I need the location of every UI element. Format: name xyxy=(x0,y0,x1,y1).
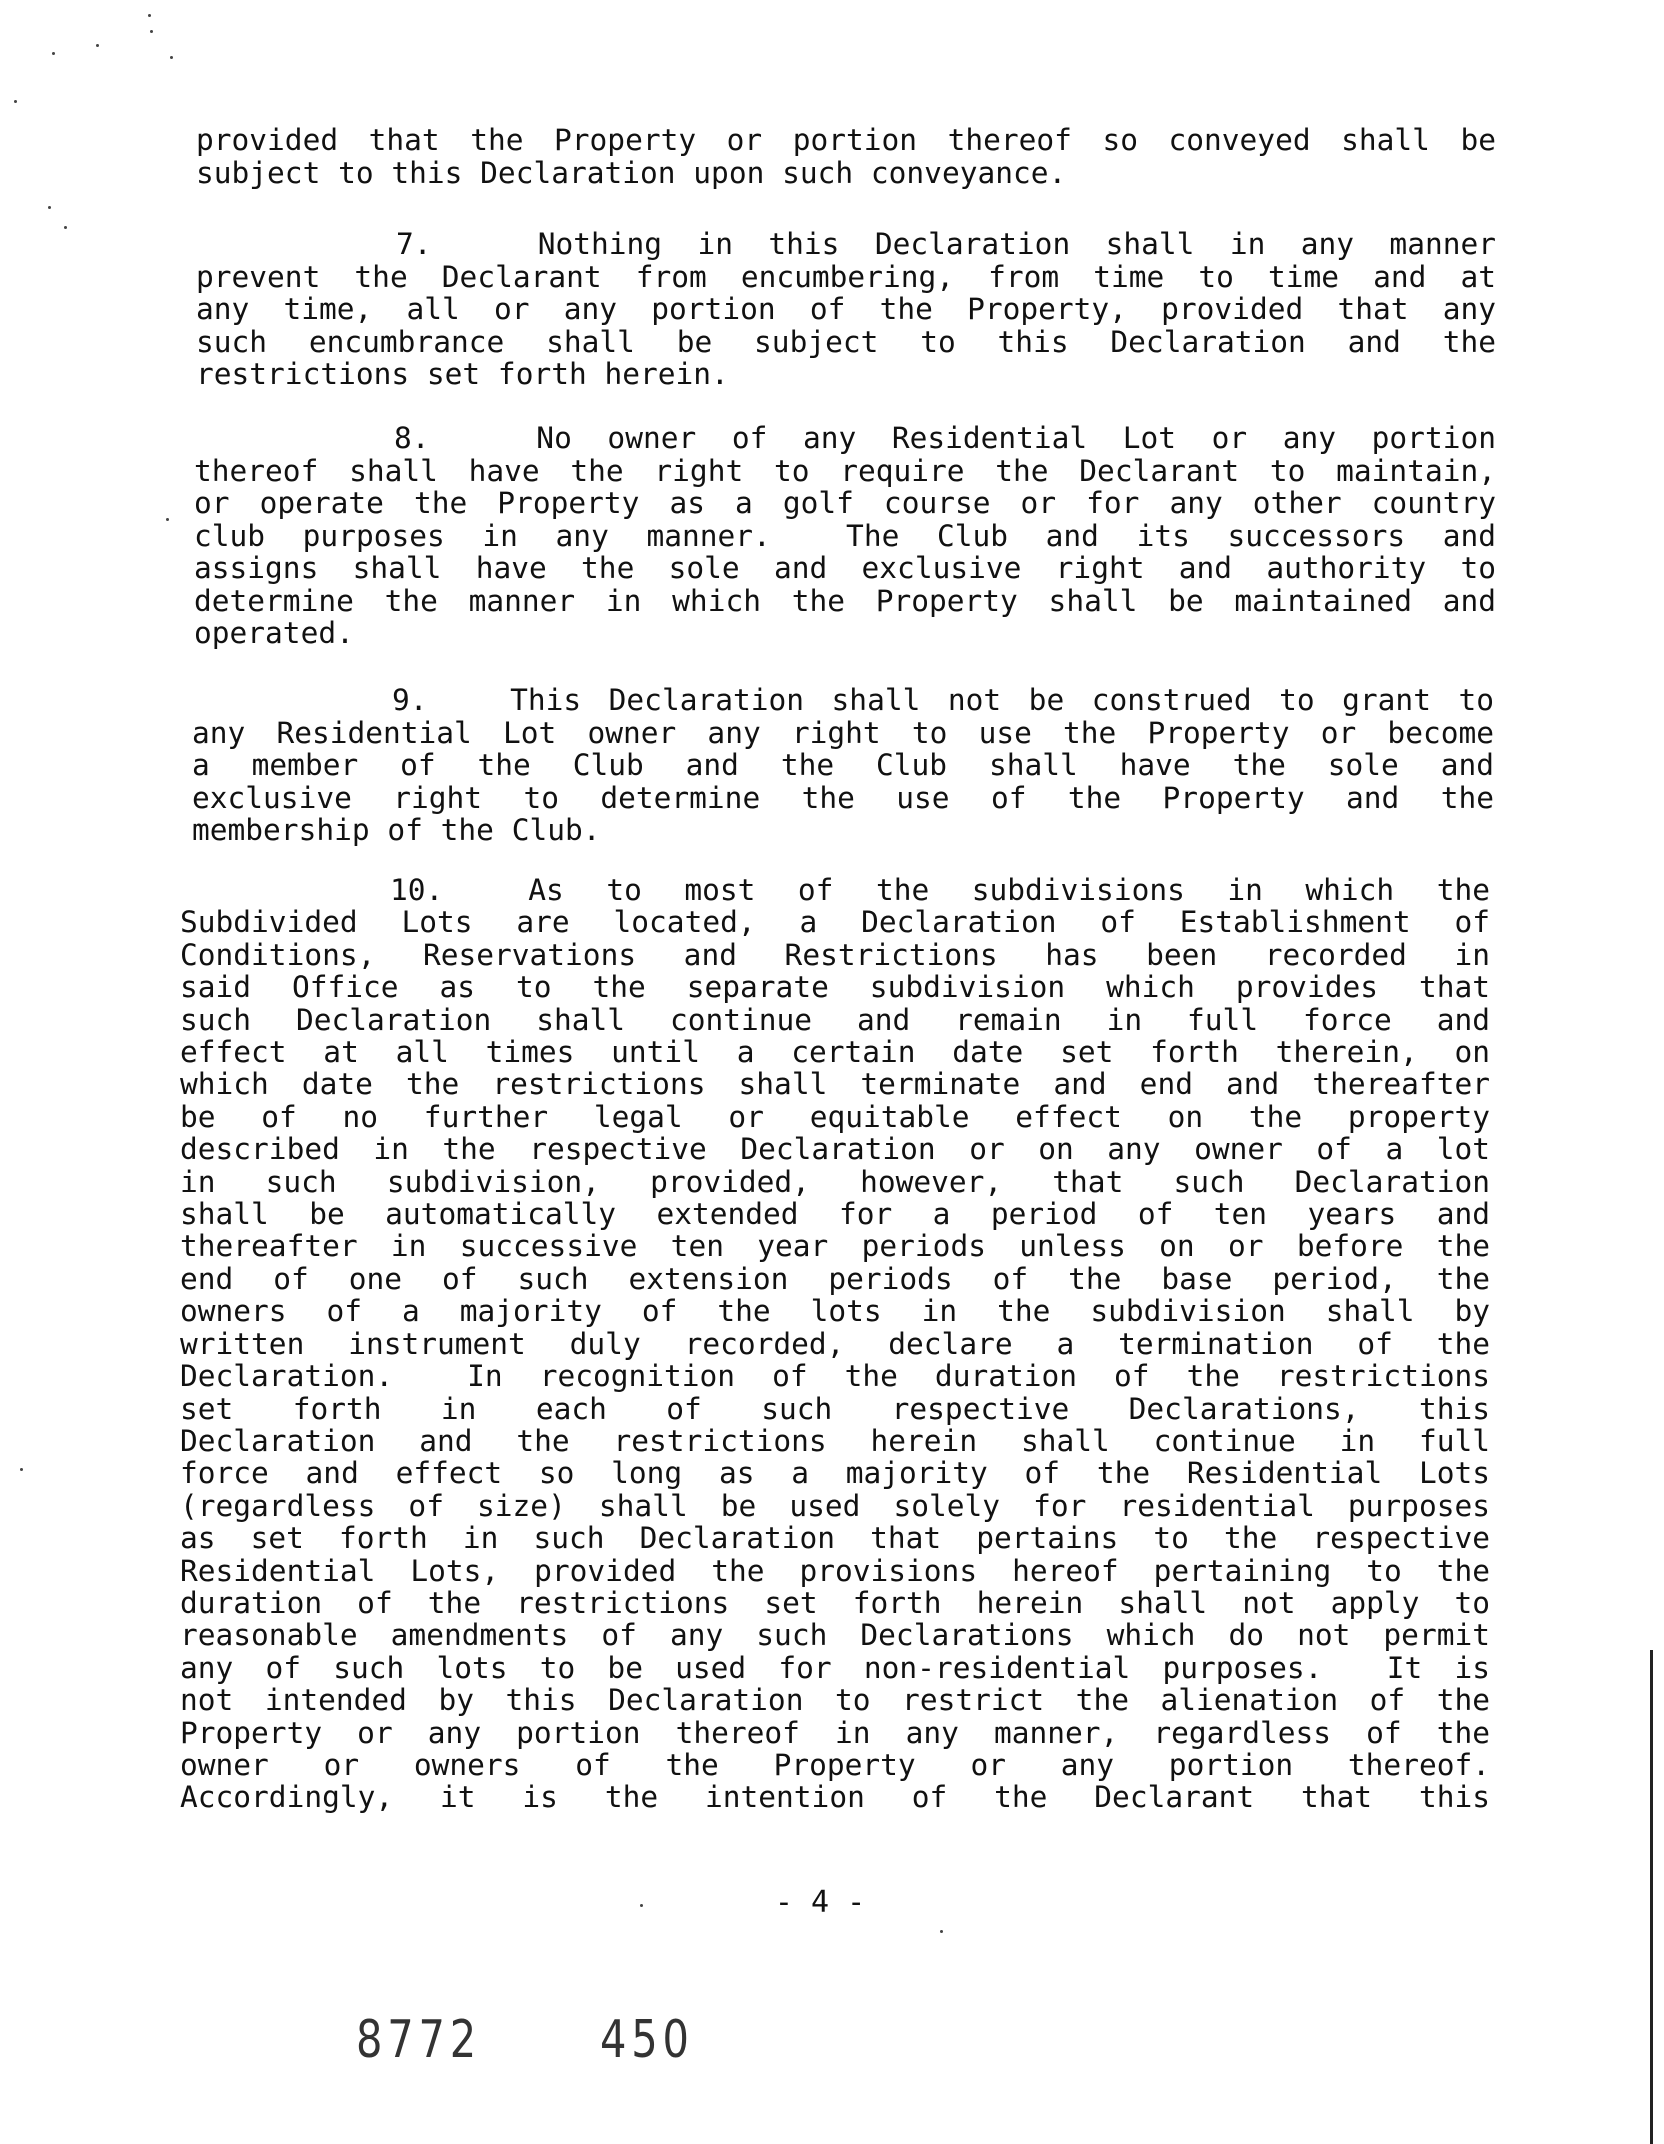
text-line: prevent the Declarant from encumbering, from time to time and at xyxy=(196,259,1496,294)
text-line: written instrument duly recorded, declare a termination of the xyxy=(180,1326,1490,1361)
text-line: subject to this Declaration upon such conveyance. xyxy=(196,155,1067,190)
scan-speck xyxy=(14,100,17,103)
scan-speck xyxy=(96,44,99,47)
text-line: force and effect so long as a majority of the Residential Lots xyxy=(180,1456,1490,1491)
text-line: thereafter in successive ten year periods unless on or before the xyxy=(180,1229,1490,1264)
text-line: determine the manner in which the Property shall be maintained and xyxy=(194,583,1496,618)
text-line: 8. No owner of any Residential Lot or any portion xyxy=(394,421,1496,455)
text-line: in such subdivision, provided, however, that such Declaration xyxy=(180,1164,1490,1199)
scan-speck xyxy=(148,14,151,17)
text-line: provided that the Property or portion thereof so conveyed shall be xyxy=(196,123,1496,157)
scan-speck xyxy=(52,52,55,55)
text-line: be of no further legal or equitable effect on the property xyxy=(180,1099,1490,1134)
text-line: as set forth in such Declaration that pertains to the respective xyxy=(180,1521,1490,1556)
text-line: owners of a majority of the lots in the subdivision shall by xyxy=(180,1294,1490,1329)
text-line: which date the restrictions shall terminate and end and thereafter xyxy=(180,1067,1490,1102)
paragraph-8 xyxy=(194,422,1496,650)
paragraph-7 xyxy=(196,228,1496,391)
scan-speck xyxy=(64,226,67,229)
text-line: assigns shall have the sole and exclusive right and authority to xyxy=(194,551,1496,585)
text-line: Property or any portion thereof in any manner, regardless of the xyxy=(180,1715,1490,1750)
text-line: any Residential Lot owner any right to use the Property or become xyxy=(192,715,1494,750)
text-line: a member of the Club and the Club shall have the sole and xyxy=(192,748,1494,782)
scan-speck xyxy=(640,1904,643,1907)
scan-edge-line xyxy=(1650,1650,1653,2144)
text-line: Declaration. In recognition of the duration of the restrictions xyxy=(180,1359,1490,1394)
scan-speck xyxy=(150,30,153,33)
paragraph-continuation xyxy=(196,124,1496,189)
text-line: 9. This Declaration shall not be construed to grant to xyxy=(392,683,1494,717)
scan-speck xyxy=(20,1468,23,1471)
text-line: any time, all or any portion of the Property, provided that any xyxy=(196,292,1496,326)
text-line: or operate the Property as a golf course or for any other country xyxy=(194,486,1496,520)
text-line: effect at all times until a certain date set forth therein, on xyxy=(180,1035,1490,1070)
text-line: 10. As to most of the subdivisions in which the xyxy=(390,873,1490,907)
text-line: said Office as to the separate subdivision which provides that xyxy=(180,970,1490,1005)
text-line: Conditions, Reservations and Restrictions has been recorded in xyxy=(180,937,1490,972)
text-line: shall be automatically extended for a period of ten years and xyxy=(180,1197,1490,1232)
text-line: end of one of such extension periods of the base period, the xyxy=(180,1261,1490,1296)
text-line: (regardless of size) shall be used solely for residential purposes xyxy=(180,1488,1490,1523)
text-line: club purposes in any manner. The Club and its successors and xyxy=(194,518,1496,553)
paragraph-9 xyxy=(192,684,1494,847)
text-line: thereof shall have the right to require the Declarant to maintain, xyxy=(194,453,1496,488)
text-line: duration of the restrictions set forth herein shall not apply to xyxy=(180,1585,1490,1620)
text-line: described in the respective Declaration or on any owner of a lot xyxy=(180,1132,1490,1167)
text-line: restrictions set forth herein. xyxy=(196,357,729,391)
scan-speck xyxy=(170,56,173,59)
text-line: any of such lots to be used for non-residential purposes. It is xyxy=(180,1650,1490,1685)
text-line: owner or owners of the Property or any portion thereof. xyxy=(180,1747,1490,1782)
scan-speck xyxy=(166,518,169,521)
recording-page-stamp: 450 xyxy=(600,2010,694,2070)
text-line: set forth in each of such respective Declarations, this xyxy=(180,1391,1490,1426)
text-line: exclusive right to determine the use of the Property and the xyxy=(192,780,1494,815)
text-line: Residential Lots, provided the provisions hereof pertaining to the xyxy=(180,1553,1490,1588)
text-line: Accordingly, it is the intention of the Declarant that this xyxy=(180,1780,1490,1815)
text-line: membership of the Club. xyxy=(192,813,601,847)
text-line: operated. xyxy=(194,616,354,650)
text-line: Subdivided Lots are located, a Declaration of Establishment of xyxy=(180,905,1490,940)
scan-speck xyxy=(940,1930,943,1933)
text-line: 7. Nothing in this Declaration shall in any manner xyxy=(396,227,1496,261)
page-number: - 4 - xyxy=(774,1885,866,1920)
paragraph-10 xyxy=(180,874,1490,1814)
text-line: such Declaration shall continue and remain in full force and xyxy=(180,1002,1490,1037)
text-line: Declaration and the restrictions herein shall continue in full xyxy=(180,1423,1490,1458)
text-line: such encumbrance shall be subject to this Declaration and the xyxy=(196,324,1496,359)
recording-book-stamp: 8772 xyxy=(356,2010,482,2070)
scan-speck xyxy=(48,206,51,209)
text-line: not intended by this Declaration to restrict the alienation of the xyxy=(180,1683,1490,1718)
text-line: reasonable amendments of any such Declarations which do not permit xyxy=(180,1618,1490,1653)
